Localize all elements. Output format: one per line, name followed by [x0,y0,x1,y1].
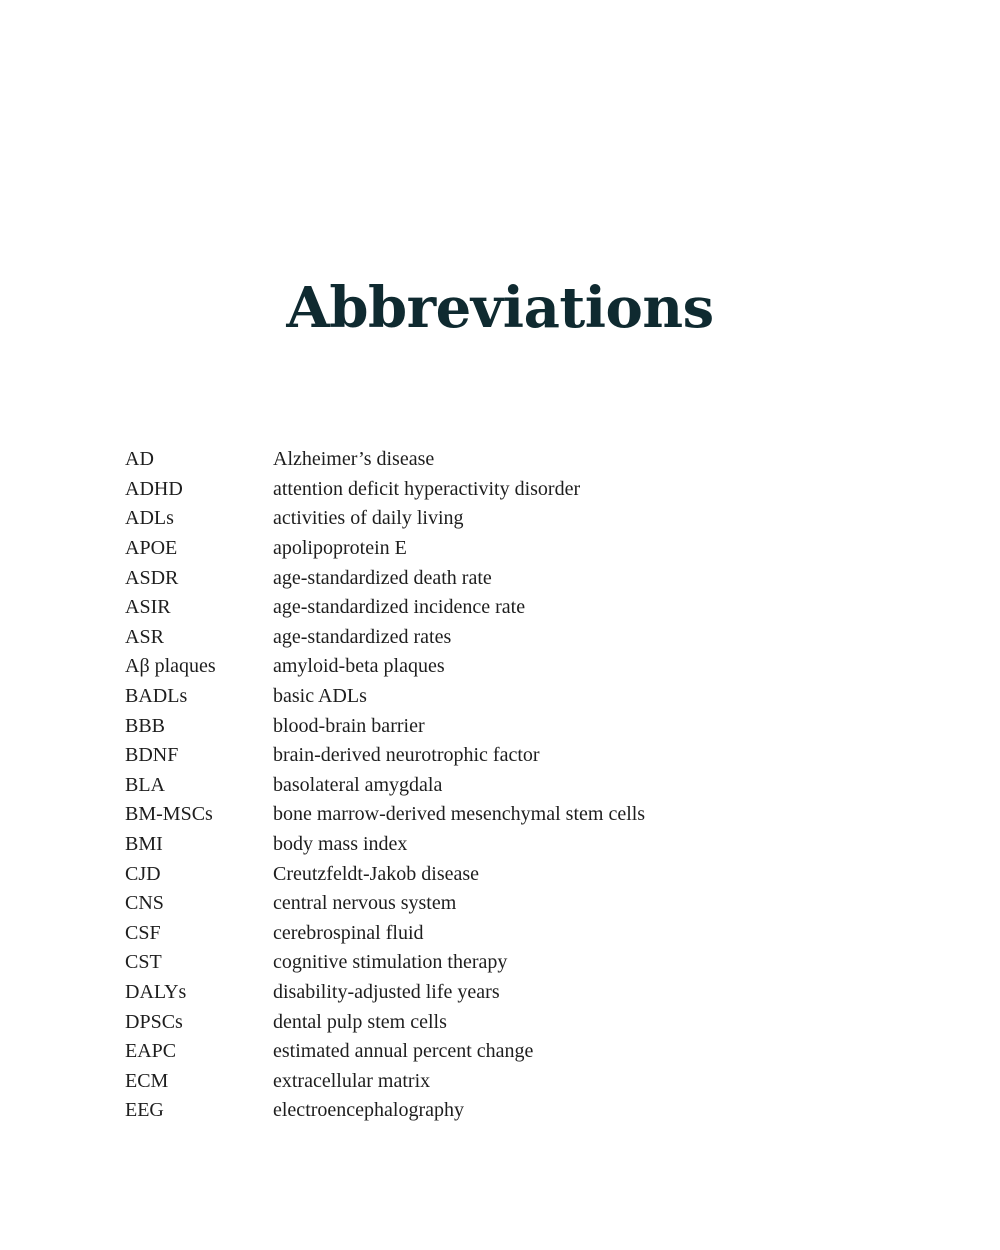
abbreviation-term: BADLs [125,685,188,708]
abbreviation-term: CJD [125,862,161,885]
abbreviation-row [125,771,925,801]
abbreviation-term: ADHD [125,477,183,500]
abbreviation-definition: cognitive stimulation therapy [273,951,508,974]
abbreviation-definition: age-standardized rates [273,625,452,648]
abbreviation-row [125,1066,925,1096]
abbreviation-definition: blood-brain barrier [273,714,425,737]
abbreviation-definition: dental pulp stem cells [273,1010,447,1033]
abbreviation-term: Aβ plaques [125,655,216,678]
abbreviation-row [125,1037,925,1067]
abbreviation-definition: cerebrospinal fluid [273,921,424,944]
abbreviation-definition: electroencephalography [273,1099,465,1122]
abbreviation-term: ECM [125,1069,169,1092]
abbreviation-term: ASR [125,625,164,648]
abbreviation-row [125,1096,925,1126]
abbreviation-row [125,919,925,949]
abbreviation-term: EAPC [125,1040,177,1063]
abbreviation-list [125,445,925,1126]
abbreviation-definition: extracellular matrix [273,1069,431,1092]
abbreviation-term: BLA [125,773,165,796]
abbreviation-definition: apolipoprotein E [273,537,407,560]
abbreviation-definition: disability-adjusted life years [273,980,500,1003]
abbreviation-term: BDNF [125,744,179,767]
abbreviation-term: CNS [125,892,164,915]
abbreviation-definition: age-standardized incidence rate [273,596,526,619]
abbreviation-definition: activities of daily living [273,507,464,530]
abbreviation-row [125,889,925,919]
abbreviation-definition: body mass index [273,833,408,856]
abbreviation-row [125,563,925,593]
abbreviation-term: ADLs [125,507,174,530]
abbreviation-row [125,830,925,860]
abbreviation-definition: bone marrow-derived mesenchymal stem cells [273,803,646,826]
abbreviation-row [125,623,925,653]
abbreviation-term: DALYs [125,980,187,1003]
abbreviation-row [125,948,925,978]
abbreviation-definition: amyloid-beta plaques [273,655,445,678]
abbreviation-term: APOE [125,537,178,560]
abbreviation-term: ASDR [125,566,179,589]
abbreviation-row [125,504,925,534]
abbreviation-definition: basolateral amygdala [273,773,443,796]
abbreviation-term: BM-MSCs [125,803,213,826]
abbreviation-row [125,978,925,1008]
abbreviation-term: CST [125,951,162,974]
abbreviation-row [125,445,925,475]
abbreviation-definition: attention deficit hyperactivity disorder [273,477,581,500]
abbreviation-definition: central nervous system [273,892,457,915]
abbreviation-row [125,741,925,771]
abbreviation-term: CSF [125,921,161,944]
abbreviation-row [125,711,925,741]
abbreviation-row [125,1007,925,1037]
abbreviation-definition: Creutzfeldt-Jakob disease [273,862,480,885]
abbreviation-definition: brain-derived neurotrophic factor [273,744,540,767]
abbreviation-definition: basic ADLs [273,685,367,708]
abbreviation-definition: estimated annual percent change [273,1040,534,1063]
abbreviation-definition: age-standardized death rate [273,566,492,589]
abbreviation-term: BMI [125,833,163,856]
abbreviation-row [125,652,925,682]
abbreviation-row [125,800,925,830]
abbreviation-term: EEG [125,1099,164,1122]
abbreviation-row [125,593,925,623]
page-title: Abbreviations [286,275,714,341]
abbreviation-term: ASIR [125,596,171,619]
abbreviation-row [125,859,925,889]
abbreviation-definition: Alzheimer’s disease [273,448,435,471]
abbreviation-term: AD [125,448,154,471]
abbreviation-term: BBB [125,714,166,737]
abbreviation-row [125,475,925,505]
abbreviation-row [125,534,925,564]
abbreviation-row [125,682,925,712]
abbreviation-term: DPSCs [125,1010,183,1033]
